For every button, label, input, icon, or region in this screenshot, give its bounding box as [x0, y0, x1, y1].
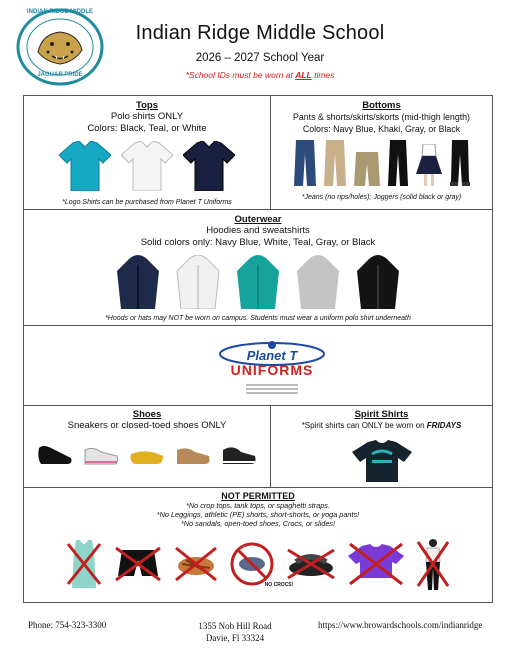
black-pants-icon	[388, 140, 408, 186]
navy-polo-icon	[183, 141, 235, 191]
sneaker-icon	[83, 442, 119, 466]
white-hoodie-icon	[175, 255, 221, 309]
sandal-crossed-icon	[174, 546, 218, 582]
spirit-title: Spirit Shirts	[354, 409, 409, 420]
jeans-icon	[294, 140, 316, 186]
spirit-shirt-icon	[352, 440, 412, 482]
outerwear-images	[24, 255, 492, 309]
tops-title: Tops	[136, 100, 158, 111]
website-link[interactable]: https://www.browardschools.com/indianridge	[318, 620, 483, 630]
spirit-line	[271, 420, 492, 432]
bottoms-line1: Pants & shorts/skirts/skorts (mid-thigh length)	[293, 112, 470, 122]
not-permitted-line3: *No sandals, open-toed shoes, Crocs, or slides!	[180, 519, 336, 528]
bottoms-line2: Colors: Navy Blue, Khaki, Gray, or Black	[302, 124, 461, 134]
bottoms-panel	[271, 100, 492, 201]
outerwear-section	[24, 210, 492, 326]
outerwear-line2: Solid colors only: Navy Blue, White, Teal, Gray, or Black	[140, 237, 376, 248]
vendor-section	[24, 326, 492, 406]
school-year: 2026 – 2027 School Year	[195, 52, 325, 64]
vendor-logo-top: Planet T	[246, 348, 298, 363]
shoes-images	[24, 442, 270, 466]
shoes-line1: Sneakers or closed-toed shoes ONLY	[67, 420, 227, 431]
khaki-pants-icon	[324, 140, 346, 186]
phone-number: Phone: 754-323-3300	[28, 620, 107, 630]
tops-images	[24, 141, 270, 191]
tops-bottoms-section	[24, 96, 492, 210]
outerwear-note: *Hoods or hats may NOT be worn on campus. Students must wear a uniform polo shirt underneath	[105, 315, 411, 322]
shoes-title: Shoes	[132, 409, 162, 420]
khaki-shorts-icon	[354, 152, 380, 186]
loafer-icon	[37, 442, 73, 466]
leggings-crossed-icon	[416, 538, 450, 590]
address-line1: 1355 Nob Hill Road	[198, 621, 272, 631]
white-polo-icon	[121, 141, 173, 191]
page-header	[0, 0, 512, 92]
teal-hoodie-icon	[235, 255, 281, 309]
dress-code-frame	[23, 95, 493, 603]
shoes-spirit-section	[24, 406, 492, 488]
shoes-panel	[24, 409, 270, 466]
no-crocs-label: NO CROCS!	[264, 582, 294, 588]
address-line2: Davie, Fl 33324	[205, 633, 265, 643]
gray-hoodie-icon	[295, 255, 341, 309]
not-permitted-line1: *No crop tops, tank tops, or spaghetti straps.	[186, 501, 330, 510]
black-sneaker-icon	[221, 442, 257, 466]
not-permitted-title: NOT PERMITTED	[221, 491, 295, 501]
black-hoodie-icon	[355, 255, 401, 309]
tops-note: *Logo Shirts can be purchased from Planet T Uniforms	[62, 199, 232, 206]
outerwear-title: Outerwear	[234, 214, 282, 225]
logo-top-text: INDIAN RIDGE MIDDLE	[27, 9, 93, 15]
outerwear-line1: Hoodies and sweatshirts	[206, 225, 310, 236]
joggers-icon	[450, 140, 470, 186]
navy-hoodie-icon	[115, 255, 161, 309]
bottoms-note: *Jeans (no rips/holes); Joggers (solid black or gray)	[301, 194, 462, 201]
not-permitted-section	[24, 488, 492, 604]
tops-line1: Polo shirts ONLY	[110, 111, 184, 122]
skirt-icon	[416, 144, 442, 186]
tank-top-crossed-icon	[66, 540, 102, 588]
no-crocs-icon	[230, 542, 274, 586]
logo-bottom-text: JAGUAR PRIDE	[37, 72, 83, 78]
not-permitted-line2: *No Leggings, athletic (PE) shorts, short-shorts, or yoga pants!	[156, 510, 360, 519]
tops-line2: Colors: Black, Teal, or White	[87, 123, 207, 134]
vendor-logo-bottom: UNIFORMS	[230, 362, 314, 378]
vendor-fine-print	[246, 382, 298, 396]
slides-crossed-icon	[286, 548, 336, 580]
athletic-shorts-crossed-icon	[114, 546, 162, 582]
address	[180, 620, 290, 644]
flat-shoe-icon	[129, 442, 165, 466]
tops-panel	[24, 100, 270, 206]
crop-top-crossed-icon	[348, 542, 404, 586]
spirit-panel	[271, 409, 492, 482]
id-notice-emphasis: ALL	[295, 70, 312, 80]
spirit-line-emphasis: FRIDAYS	[426, 421, 462, 430]
tan-shoe-icon	[175, 442, 211, 466]
id-notice-suffix: times	[311, 70, 335, 80]
teal-polo-icon	[59, 141, 111, 191]
spirit-image	[271, 440, 492, 482]
bottoms-title: Bottoms	[362, 100, 401, 111]
spirit-line-prefix: *Spirit shirts can ONLY be worn on	[301, 421, 427, 430]
school-name: Indian Ridge Middle School	[135, 22, 385, 44]
bottoms-images	[271, 140, 492, 186]
id-notice-prefix: *School IDs must be worn at	[185, 70, 296, 80]
id-notice	[110, 70, 410, 80]
